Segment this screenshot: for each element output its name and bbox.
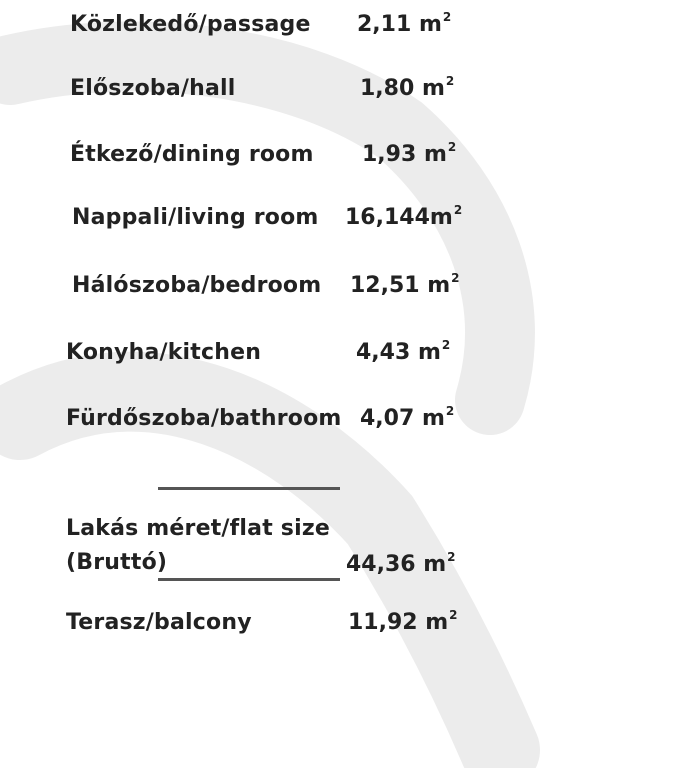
room-area-bathroom: 4,07 $m^2$ [360, 404, 455, 431]
room-area-passage: 2,11 $m^2$ [357, 10, 452, 37]
room-label-bathroom: Fürdőszoba/bathroom [66, 406, 342, 431]
room-label-kitchen: Konyha/kitchen [66, 340, 262, 365]
room-area-hall: 1,80 $m^2$ [360, 74, 455, 101]
separator-rule [158, 487, 340, 490]
terrace-area: 11,92 $m^2$ [348, 608, 458, 635]
room-label-dining: Étkező/dining room [70, 142, 314, 167]
flat-size-label: Lakás méret/flat size [66, 516, 330, 541]
terrace-label: Terasz/balcony [66, 610, 252, 635]
flat-size-sublabel: (Bruttó) [66, 550, 168, 575]
flat-size-area: 44,36 $m^2$ [346, 550, 456, 577]
total-rule [158, 578, 340, 581]
room-label-passage: Közlekedő/passage [70, 12, 311, 37]
room-label-bedroom: Hálószoba/bedroom [72, 273, 322, 298]
room-area-living: $16,144m^2$ [345, 203, 463, 230]
room-area-dining: 1,93 $m^2$ [362, 140, 457, 167]
room-label-living: Nappali/living room [72, 205, 319, 230]
room-area-bedroom: 12,51 $m^2$ [350, 271, 460, 298]
room-label-hall: Előszoba/hall [70, 76, 236, 101]
room-area-kitchen: 4,43 $m^2$ [356, 338, 451, 365]
